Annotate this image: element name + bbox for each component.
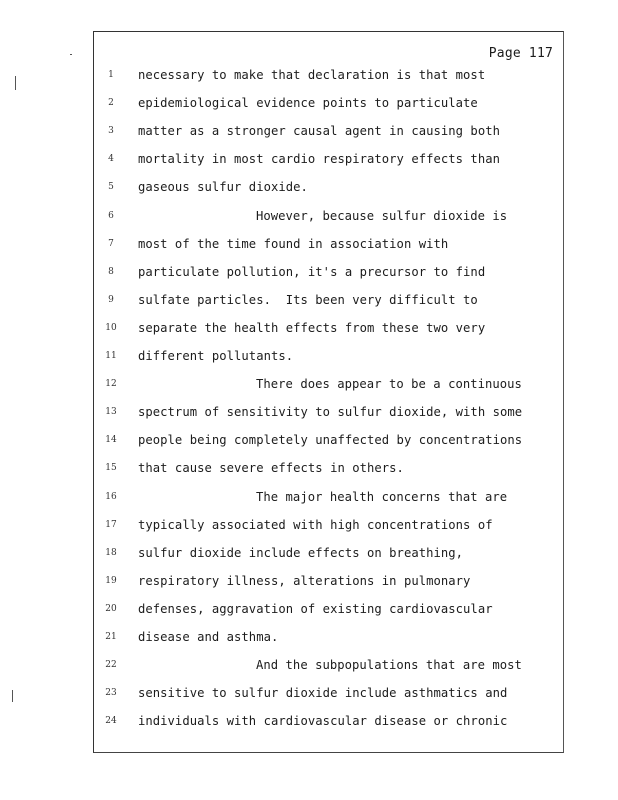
line-number: 19 [105, 575, 117, 586]
transcript-line [94, 656, 563, 676]
line-number: 15 [105, 463, 117, 474]
line-text: people being completely unaffected by concentrations [138, 433, 523, 448]
line-number: 21 [105, 632, 117, 642]
line-number: 11 [105, 351, 117, 361]
line-number: 10 [105, 322, 117, 333]
line-number: 12 [105, 379, 117, 390]
line-text: gaseous sulfur dioxide. [138, 180, 308, 195]
line-text: separate the health effects from these two very [138, 320, 486, 335]
scan-mark [70, 54, 72, 55]
transcript-line [94, 319, 563, 339]
line-text: matter as a stronger causal agent in causing both [138, 124, 500, 139]
line-number: 18 [105, 547, 117, 558]
transcript-line [94, 94, 563, 114]
transcript-line [94, 516, 563, 536]
line-text: sulfate particles. Its been very difficult to [138, 292, 478, 307]
transcript-line [94, 431, 563, 451]
line-text: defenses, aggravation of existing cardiovascular [138, 601, 493, 616]
line-number: 22 [105, 660, 117, 671]
line-text: There does appear to be a continuous [256, 377, 522, 392]
transcript-line [94, 375, 563, 395]
line-text: respiratory illness, alterations in pulmonary [138, 573, 471, 588]
line-number: 14 [105, 435, 117, 446]
transcript-line [94, 66, 563, 86]
transcript-line [94, 544, 563, 564]
transcript-line [94, 628, 563, 648]
line-number: 6 [108, 210, 114, 221]
transcript-line [94, 263, 563, 283]
transcript-line [94, 235, 563, 255]
line-number: 20 [105, 603, 117, 614]
line-number: 4 [108, 154, 114, 165]
line-text: necessary to make that declaration is that most [138, 68, 486, 82]
transcript-line [94, 291, 563, 311]
line-text: different pollutants. [138, 349, 294, 363]
line-text: However, because sulfur dioxide is [256, 208, 508, 223]
line-number: 17 [105, 519, 117, 530]
transcript-line [94, 150, 563, 170]
line-text: typically associated with high concentrations of [138, 517, 493, 532]
transcript-line [94, 712, 563, 732]
line-text: sulfur dioxide include effects on breathing, [138, 545, 464, 560]
transcript-page [93, 31, 564, 753]
line-number: 3 [108, 126, 114, 137]
transcript-line [94, 572, 563, 592]
line-text: disease and asthma. [138, 630, 279, 644]
line-text: epidemiological evidence points to particulate [138, 96, 478, 111]
line-text: particulate pollution, it's a precursor to find [138, 264, 486, 279]
line-text: The major health concerns that are [256, 489, 508, 504]
line-number: 16 [105, 491, 117, 502]
page-number: Page 117 [488, 46, 553, 61]
line-text: sensitive to sulfur dioxide include asthmatics and [138, 686, 508, 701]
transcript-line [94, 459, 563, 479]
line-number: 8 [108, 266, 114, 277]
transcript-line [94, 347, 563, 367]
transcript-line [94, 488, 563, 508]
transcript-line [94, 207, 563, 227]
transcript-line [94, 178, 563, 198]
line-number: 5 [108, 182, 114, 193]
line-number: 13 [105, 407, 117, 418]
transcript-line [94, 600, 563, 620]
transcript-line [94, 122, 563, 142]
transcript-line [94, 684, 563, 704]
line-number: 9 [108, 294, 114, 305]
line-text: mortality in most cardio respiratory effects than [138, 152, 500, 167]
line-number: 7 [108, 238, 114, 249]
line-text: spectrum of sensitivity to sulfur dioxide, with some [138, 405, 523, 420]
line-number: 1 [108, 70, 114, 80]
line-number: 23 [105, 688, 117, 699]
line-number: 2 [108, 98, 114, 109]
line-text: individuals with cardiovascular disease or chronic [138, 714, 508, 729]
line-text: that cause severe effects in others. [138, 461, 404, 476]
scan-mark [12, 690, 13, 702]
line-text: most of the time found in association with [138, 236, 449, 251]
scan-mark [15, 76, 16, 90]
line-number: 24 [105, 716, 117, 727]
line-text: And the subpopulations that are most [256, 658, 522, 673]
transcript-line [94, 403, 563, 423]
